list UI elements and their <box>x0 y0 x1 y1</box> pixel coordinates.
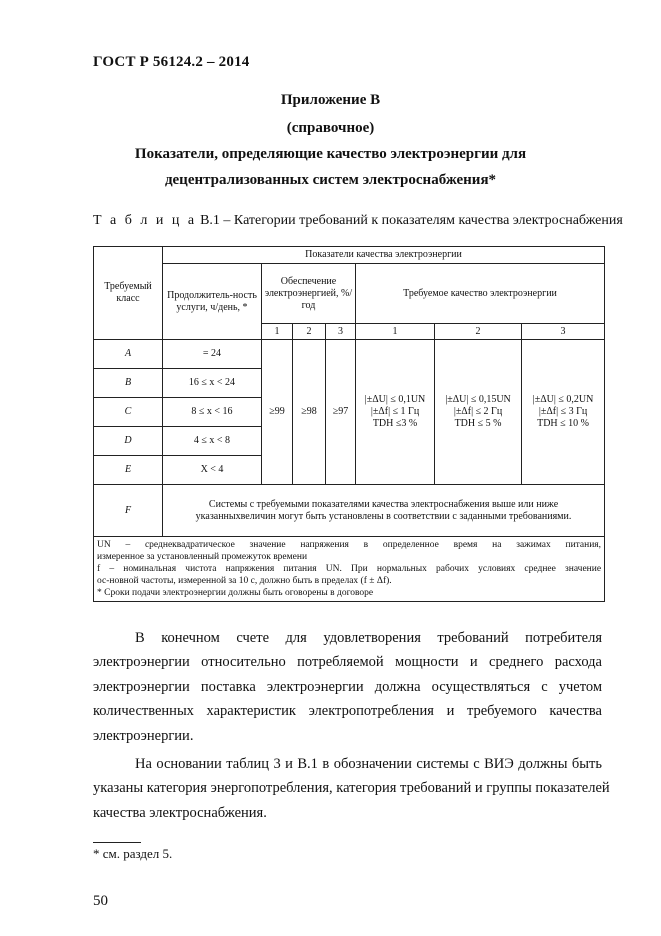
header-group: Показатели качества электроэнергии <box>163 247 605 264</box>
duration-cell: 8 ≤ x < 16 <box>163 398 262 427</box>
row-f-line: Системы с требуемыми показателями качества электроснабжения выше или ниже <box>208 498 559 510</box>
supply-cell: ≥98 <box>293 340 326 485</box>
quality-line: TDH ≤ 10 % <box>537 418 589 429</box>
paragraph-line: В конечном счете для удовлетворения требований потребителя <box>135 630 602 646</box>
document-code: ГОСТ Р 56124.2 – 2014 <box>93 54 250 70</box>
footnote: * см. раздел 5. <box>93 846 173 861</box>
table-caption-text: В.1 – Категории требований к показателям качества электроснабжения <box>196 213 623 228</box>
quality-line: |±ΔU| ≤ 0,2UN <box>532 394 594 405</box>
paragraph-line: количественных характеристик электропотребления и требуемого качества <box>93 703 602 720</box>
paragraph-line: На основании таблиц 3 и В.1 в обозначении системы с ВИЭ должны быть <box>135 756 602 772</box>
appendix-kind: (справочное) <box>286 120 375 136</box>
quality-line: TDH ≤3 % <box>372 418 418 429</box>
table-caption <box>93 213 623 229</box>
sub-number: 2 <box>293 324 326 340</box>
sub-number: 1 <box>356 324 435 340</box>
duration-cell: = 24 <box>163 340 262 369</box>
class-cell: A <box>94 340 163 369</box>
class-cell: D <box>94 427 163 456</box>
row-f-text <box>163 485 605 537</box>
table-caption-label: Т а б л и ц а <box>93 213 197 228</box>
note-line: измеренное за установленный промежуток времени <box>97 552 308 562</box>
footnote-divider <box>93 842 141 843</box>
header-supply: Обеспечение электроэнергией, %/год <box>262 264 356 324</box>
quality-line: |±Δf| ≤ 2 Гц <box>453 406 503 417</box>
paragraph-line: указаны категория энергопотребления, категория требований и группы показателей <box>93 780 610 797</box>
note-line: f – номинальная чистота напряжения питания UN. При нормальных рабочих условиях среднее значение <box>97 564 602 574</box>
appendix-title: Приложение В <box>280 92 381 108</box>
table-notes <box>94 537 605 602</box>
duration-cell: 4 ≤ x < 8 <box>163 427 262 456</box>
class-cell: E <box>94 456 163 485</box>
header-class: Требуемый класс <box>94 247 163 340</box>
sub-number: 3 <box>326 324 356 340</box>
sub-number: 3 <box>522 324 605 340</box>
supply-cell: ≥97 <box>326 340 356 485</box>
row-f-line: указанныхвеличин могут быть установлены в соответствии с заданными требованиями. <box>195 510 572 522</box>
class-cell: F <box>94 485 163 537</box>
class-cell: B <box>94 369 163 398</box>
quality-cell <box>356 340 435 485</box>
sub-number: 2 <box>435 324 522 340</box>
note-line: ос-новной частоты, измеренной за 10 с, должно быть в пределах (f ± Δf). <box>97 576 392 586</box>
header-quality: Требуемое качество электроэнергии <box>356 264 605 324</box>
sub-number: 1 <box>262 324 293 340</box>
quality-cell <box>435 340 522 485</box>
note-line: * Сроки подачи электроэнергии должны быть оговорены в договоре <box>97 588 374 598</box>
quality-line: |±Δf| ≤ 1 Гц <box>370 406 420 417</box>
appendix-heading-line-1: Показатели, определяющие качество электроэнергии для <box>134 146 527 162</box>
paragraph-1 <box>93 626 602 748</box>
quality-cell <box>522 340 605 485</box>
note-line: UN – среднеквадратическое значение напряжения в определенное время на зажимах питания, <box>97 540 602 550</box>
requirements-table <box>93 246 605 602</box>
quality-line: |±ΔU| ≤ 0,1UN <box>364 394 426 405</box>
quality-line: |±Δf| ≤ 3 Гц <box>538 406 588 417</box>
paragraph-line: электроэнергии. <box>93 727 194 744</box>
paragraph-line: электроэнергии относительно потребляемой мощности и среднего расхода <box>93 654 602 671</box>
class-cell: C <box>94 398 163 427</box>
paragraph-line: электроэнергии поставка электроэнергии должна осуществляться с учетом <box>93 678 602 695</box>
quality-line: TDH ≤ 5 % <box>454 418 502 429</box>
header-duration: Продолжитель-ность услуги, ч/день, * <box>163 264 262 340</box>
appendix-heading-line-2: децентрализованных систем электроснабжения* <box>164 172 497 188</box>
duration-cell: 16 ≤ x < 24 <box>163 369 262 398</box>
paragraph-line: качества электроснабжения. <box>93 804 267 821</box>
quality-line: |±ΔU| ≤ 0,15UN <box>445 394 511 405</box>
supply-cell: ≥99 <box>262 340 293 485</box>
duration-cell: X < 4 <box>163 456 262 485</box>
paragraph-2 <box>93 752 610 825</box>
page-number: 50 <box>93 893 108 909</box>
